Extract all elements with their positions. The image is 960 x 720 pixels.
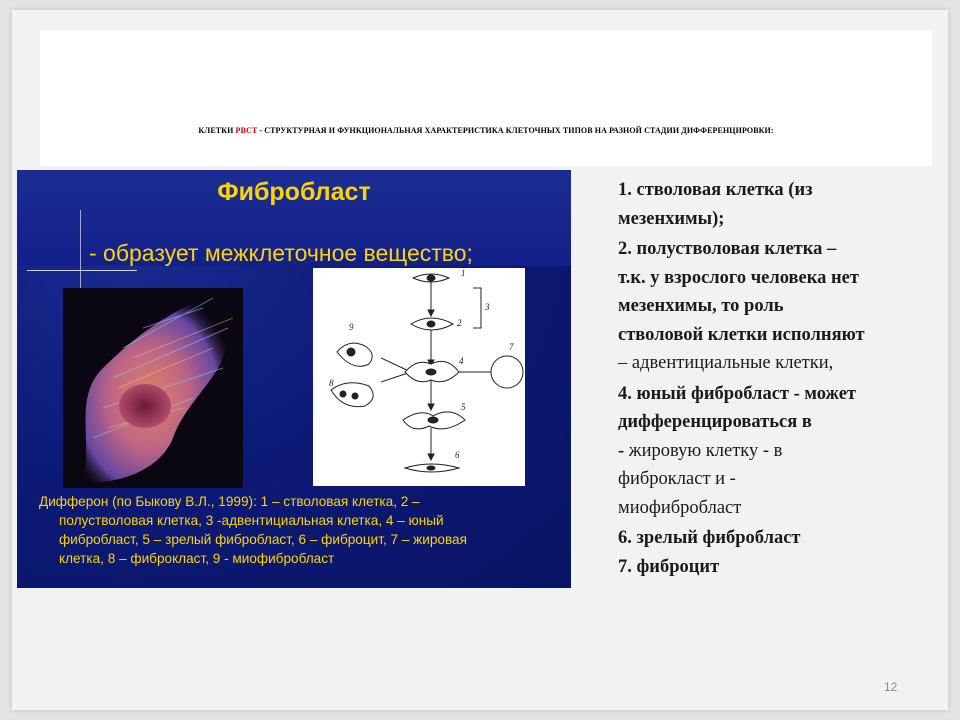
list-line: дифференцироваться в — [618, 412, 812, 432]
list-line — [618, 437, 948, 466]
list-line: фиброкласт и - — [618, 469, 736, 489]
list-line: 2. полустволовая клетка – — [618, 239, 837, 259]
panel-heading: Фибробласт — [217, 178, 371, 206]
fibroblast-image-panel — [17, 170, 571, 588]
fibroblast-photo — [63, 288, 243, 488]
list-line: – адвентициальные клетки, — [618, 353, 834, 373]
title-accent: РВСТ — [235, 126, 258, 135]
list-dash: - — [618, 440, 625, 461]
list-line-text: жировую клетку - в — [624, 440, 783, 461]
differon-line: Дифферон (по Быкову В.Л., 1999): 1 – стволовая клетка, 2 – — [39, 494, 420, 509]
title-band — [40, 30, 932, 166]
diagram-label-4: 4 — [459, 356, 464, 366]
list-line: т.к. у взрослого человека нет — [618, 267, 859, 288]
diagram-label-8: 8 — [329, 378, 334, 388]
list-line: 4. юный фибробласт - может — [618, 383, 857, 404]
diagram-label-6: 6 — [455, 450, 460, 460]
differon-line: клетка, 8 – фиброкласт, 9 - миофибробласт — [59, 551, 335, 566]
differon-diagram — [313, 268, 525, 486]
panel-subline: - образует межклеточное вещество; — [89, 240, 473, 266]
diagram-label-9: 9 — [349, 322, 354, 332]
diagram-label-3: 3 — [485, 302, 490, 312]
diagram-label-1: 1 — [461, 268, 466, 278]
list-line: 6. зрелый фибробласт — [618, 528, 801, 548]
diagram-label-2: 2 — [457, 318, 462, 328]
slide-title: КЛЕТКИ РВСТ - СТРУКТУРНАЯ И ФУНКЦИОНАЛЬНАЯ ХАРАКТЕРИСТИКА КЛЕТОЧНЫХ ТИПОВ НА РАЗНОЙ СТАДИИ ДИФФЕРЕНЦИРОВКИ: — [198, 126, 774, 135]
differon-line: фибробласт, 5 – зрелый фибробласт, 6 – фиброцит, 7 – жировая — [59, 532, 467, 547]
list-line: 7. фиброцит — [618, 556, 720, 577]
list-line: стволовой клетки исполняют — [618, 324, 865, 345]
differentiation-list — [618, 176, 948, 581]
diagram-label-5: 5 — [461, 402, 466, 412]
diagram-label-7: 7 — [509, 342, 514, 352]
list-line: мезенхимы); — [618, 208, 725, 229]
differon-caption — [39, 492, 549, 568]
slide-number: 12 — [884, 680, 898, 694]
sparkle-decoration — [27, 270, 137, 271]
list-line: мезенхимы, то роль — [618, 296, 784, 316]
differon-line: полустволовая клетка, 3 -адвентициальная клетка, 4 – юный — [59, 513, 444, 528]
list-line: миофибробласт — [618, 497, 742, 518]
list-line: 1. стволовая клетка (из — [618, 180, 813, 200]
